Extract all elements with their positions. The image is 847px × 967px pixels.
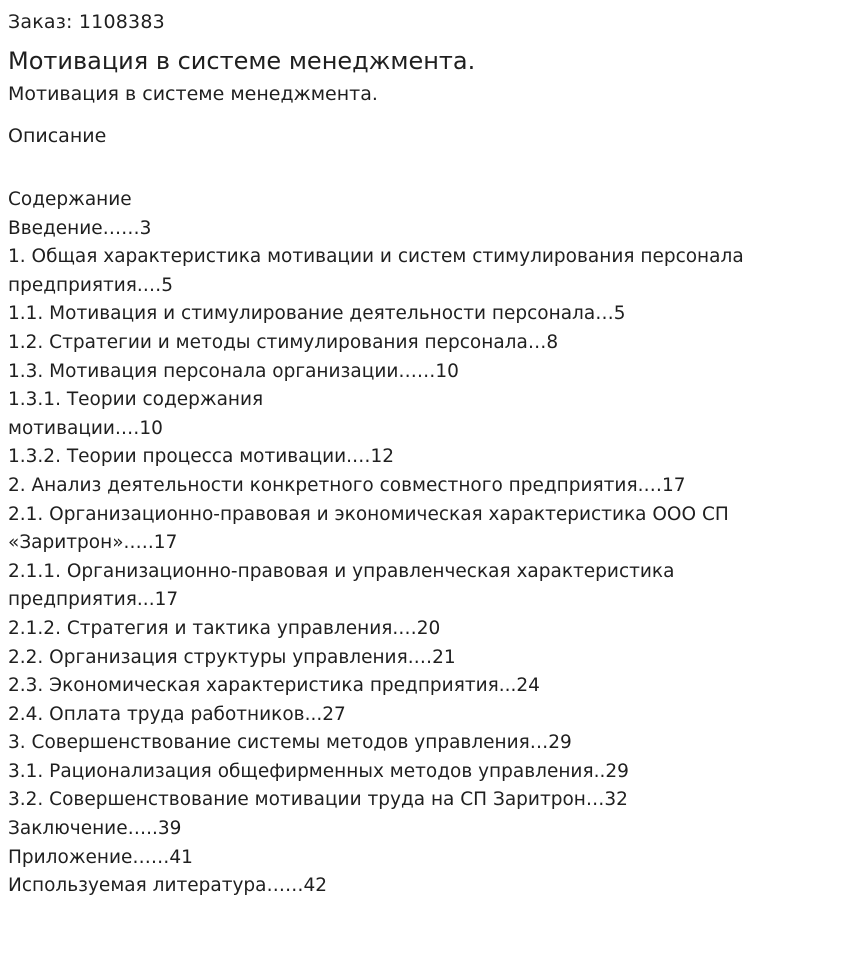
toc-line: «Заритрон».….17 [8, 532, 178, 554]
toc-line: Заключение…..39 [8, 818, 182, 840]
toc-line: 1.3.2. Теории процесса мотивации.…12 [8, 446, 395, 468]
toc-line: мотивации.…10 [8, 417, 163, 439]
description-label: Описание [8, 125, 107, 147]
toc-line: 1. Общая характеристика мотивации и систем стимулирования персонала [8, 246, 744, 268]
toc-line: 3.2. Совершенствование мотивации труда на СП Заритрон…32 [8, 789, 628, 811]
toc-line: 2.3. Экономическая характеристика предприятия...24 [8, 675, 540, 697]
toc-line: 2.4. Оплата труда работников...27 [8, 703, 346, 725]
toc-line: Используемая литература……42 [8, 875, 328, 897]
toc-line: предприятия...17 [8, 589, 179, 611]
toc-line: 3. Совершенствование системы методов управления…29 [8, 732, 572, 754]
toc-line: 2.1.2. Стратегия и тактика управления.…20 [8, 617, 441, 639]
toc-line: 2.1.1. Организационно-правовая и управленческая характеристика [8, 560, 675, 582]
toc-line: 1.3. Мотивация персонала организации……10 [8, 360, 459, 382]
toc-line: 2. Анализ деятельности конкретного совместного предприятия.…17 [8, 474, 686, 496]
toc-line: 3.1. Рационализация общефирменных методов управления..29 [8, 760, 629, 782]
page-title: Мотивация в системе менеджмента. [8, 47, 476, 75]
toc-line: 2.1. Организационно-правовая и экономическая характеристика ООО СП [8, 503, 729, 525]
toc-line: 1.3.1. Теории содержания [8, 389, 264, 411]
table-of-contents [8, 186, 839, 901]
contents-heading: Содержание [8, 189, 132, 210]
toc-line: 1.1. Мотивация и стимулирование деятельности персонала…5 [8, 303, 626, 325]
toc-line: предприятия.…5 [8, 274, 174, 296]
toc-line: Введение……3 [8, 217, 152, 239]
toc-line: 2.2. Организация структуры управления.…21 [8, 646, 456, 668]
toc-line: Приложение……41 [8, 846, 193, 868]
toc-line: 1.2. Стратегии и методы стимулирования персонала…8 [8, 331, 559, 353]
order-number: Заказ: 1108383 [8, 11, 165, 33]
page-subtitle: Мотивация в системе менеджмента. [8, 83, 378, 105]
